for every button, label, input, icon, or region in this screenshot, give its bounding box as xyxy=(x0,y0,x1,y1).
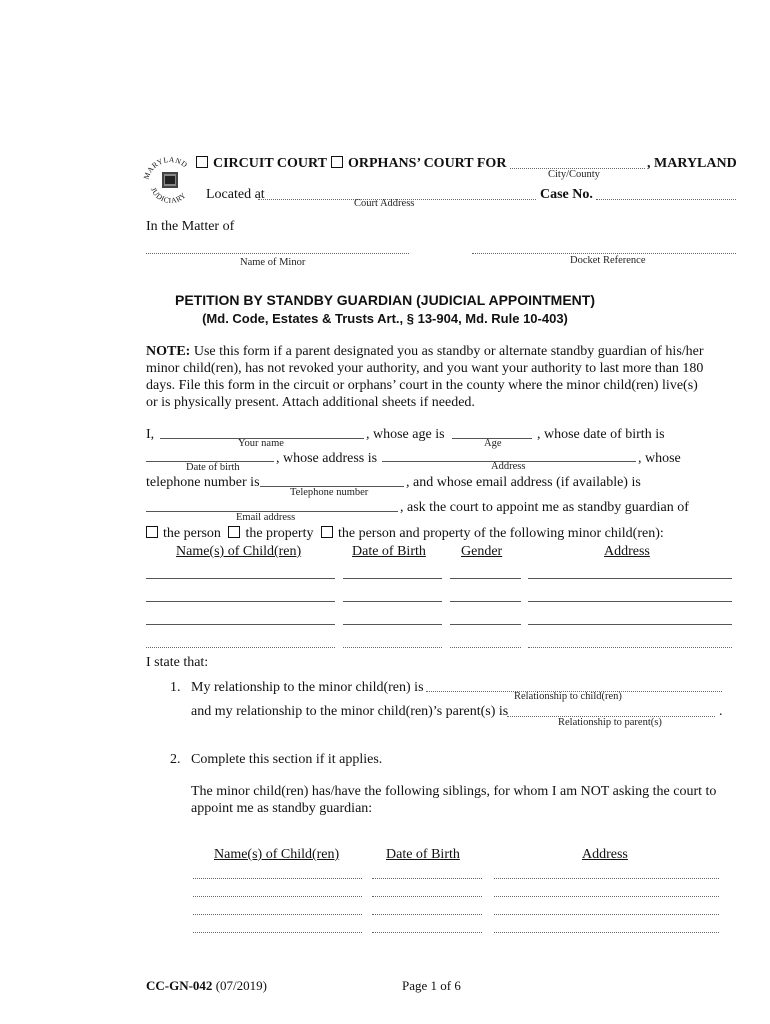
form-subtitle: (Md. Code, Estates & Trusts Art., § 13-904, Md. Rule 10-403) xyxy=(202,311,568,326)
siblings-paragraph: The minor child(ren) has/have the following siblings, for whom I am NOT asking the court to appoint me as standby guardian: xyxy=(191,784,717,816)
child-dob-field[interactable] xyxy=(343,578,442,579)
maryland-label: , MARYLAND xyxy=(647,156,737,171)
child-dob-field[interactable] xyxy=(343,601,442,602)
date-of-birth-caption: Date of birth xyxy=(186,462,240,473)
children-header-name: Name(s) of Child(ren) xyxy=(176,544,302,559)
note-text: Use this form if a parent designated you as standby or alternate standby guardian of his/her minor child(ren), has not revoked your authority, and you want your authority to last more than 180 days. File this form in the circuit or orphans’ court in the county where the minor child(ren) live(s) or is physically present. Attach additional sheets if needed. xyxy=(146,344,704,410)
svg-text:MARYLAND: MARYLAND xyxy=(141,154,190,181)
docket-reference-field[interactable] xyxy=(472,253,736,254)
option-both[interactable] xyxy=(321,526,664,541)
city-county-caption: City/County xyxy=(548,169,600,180)
address-caption: Address xyxy=(491,461,526,472)
item1-line2: and my relationship to the minor child(ren)’s parent(s) is xyxy=(191,704,509,719)
siblings-header-dob: Date of Birth xyxy=(386,847,460,862)
page-number: Page 1 of 6 xyxy=(402,978,461,993)
svg-text:JUDICIARY: JUDICIARY xyxy=(148,186,188,206)
sibling-dob-field[interactable] xyxy=(372,896,482,897)
whose-label: , whose xyxy=(638,451,681,466)
orphans-court-label: ORPHANS’ COURT FOR xyxy=(348,156,507,171)
case-no-label: Case No. xyxy=(540,187,593,202)
children-header-gender: Gender xyxy=(461,544,503,559)
in-the-matter-of-label: In the Matter of xyxy=(146,219,235,234)
child-gender-field[interactable] xyxy=(450,647,521,648)
option-both-label: the person and property of the following minor child(ren): xyxy=(337,526,664,541)
orphans-court-checkbox[interactable] xyxy=(331,156,343,168)
email-available-label: , and whose email address (if available) is xyxy=(406,475,641,490)
whose-address-label: , whose address is xyxy=(276,451,378,466)
your-name-caption: Your name xyxy=(238,438,284,449)
relationship-to-children-caption: Relationship to child(ren) xyxy=(514,691,622,702)
sibling-dob-field[interactable] xyxy=(372,932,482,933)
form-number-date: (07/2019) xyxy=(212,978,267,993)
sibling-dob-field[interactable] xyxy=(372,914,482,915)
option-property[interactable] xyxy=(228,526,313,541)
child-dob-field[interactable] xyxy=(343,624,442,625)
form-title: PETITION BY STANDBY GUARDIAN (JUDICIAL APPOINTMENT) xyxy=(174,292,596,308)
child-gender-field[interactable] xyxy=(450,601,521,602)
child-address-field[interactable] xyxy=(528,601,732,602)
age-caption: Age xyxy=(484,438,502,449)
circuit-court-checkbox[interactable] xyxy=(196,156,208,168)
child-name-field[interactable] xyxy=(146,578,335,579)
name-of-minor-field[interactable] xyxy=(146,253,409,254)
telephone-label: telephone number is xyxy=(146,475,260,490)
circuit-court-label: CIRCUIT COURT xyxy=(213,156,327,171)
docket-reference-caption: Docket Reference xyxy=(570,255,646,266)
option-person[interactable] xyxy=(146,526,221,541)
court-address-caption: Court Address xyxy=(354,198,415,209)
siblings-header-name: Name(s) of Child(ren) xyxy=(214,847,340,862)
email-caption: Email address xyxy=(236,512,296,523)
ask-court-label: , ask the court to appoint me as standby guardian of xyxy=(400,500,689,515)
child-gender-field[interactable] xyxy=(450,578,521,579)
item1-text: My relationship to the minor child(ren) is xyxy=(191,680,424,695)
i-state-that-label: I state that: xyxy=(146,655,209,670)
note-label: NOTE: xyxy=(146,344,191,359)
child-dob-field[interactable] xyxy=(343,647,442,648)
sibling-address-field[interactable] xyxy=(494,914,719,915)
children-header-dob: Date of Birth xyxy=(352,544,426,559)
child-address-field[interactable] xyxy=(528,624,732,625)
child-name-field[interactable] xyxy=(146,647,335,648)
name-of-minor-caption: Name of Minor xyxy=(240,257,306,268)
telephone-caption: Telephone number xyxy=(290,487,369,498)
child-address-field[interactable] xyxy=(528,647,732,648)
sibling-address-field[interactable] xyxy=(494,896,719,897)
form-number-code: CC-GN-042 xyxy=(146,978,213,993)
circuit-court-option[interactable] xyxy=(196,156,327,172)
sibling-dob-field[interactable] xyxy=(372,878,482,879)
option-property-label: the property xyxy=(245,526,314,541)
child-address-field[interactable] xyxy=(528,578,732,579)
sibling-name-field[interactable] xyxy=(193,878,362,879)
form-number xyxy=(146,978,267,994)
person-and-property-checkbox[interactable] xyxy=(321,526,333,538)
located-at-label: Located at xyxy=(206,187,265,202)
item1-period: . xyxy=(719,704,723,719)
judiciary-seal xyxy=(140,150,200,212)
item1-number: 1. xyxy=(170,680,181,695)
item2-number: 2. xyxy=(170,752,181,767)
child-gender-field[interactable] xyxy=(450,624,521,625)
sibling-name-field[interactable] xyxy=(193,896,362,897)
person-checkbox[interactable] xyxy=(146,526,158,538)
relationship-to-parents-caption: Relationship to parent(s) xyxy=(558,717,662,728)
seal-icon xyxy=(140,150,200,212)
whose-age-label: , whose age is xyxy=(366,427,445,442)
whose-dob-label: , whose date of birth is xyxy=(537,427,665,442)
sibling-address-field[interactable] xyxy=(494,878,719,879)
sibling-name-field[interactable] xyxy=(193,914,362,915)
siblings-header-address: Address xyxy=(582,847,628,862)
orphans-court-option[interactable] xyxy=(331,156,506,172)
case-no-field[interactable] xyxy=(596,199,736,200)
sibling-address-field[interactable] xyxy=(494,932,719,933)
child-name-field[interactable] xyxy=(146,601,335,602)
option-person-label: the person xyxy=(163,526,221,541)
item2-text: Complete this section if it applies. xyxy=(191,752,383,767)
note-paragraph xyxy=(146,343,706,411)
child-name-field[interactable] xyxy=(146,624,335,625)
sibling-name-field[interactable] xyxy=(193,932,362,933)
guardianship-options xyxy=(146,526,664,542)
i-label: I, xyxy=(146,427,155,442)
property-checkbox[interactable] xyxy=(228,526,240,538)
children-header-address: Address xyxy=(604,544,650,559)
